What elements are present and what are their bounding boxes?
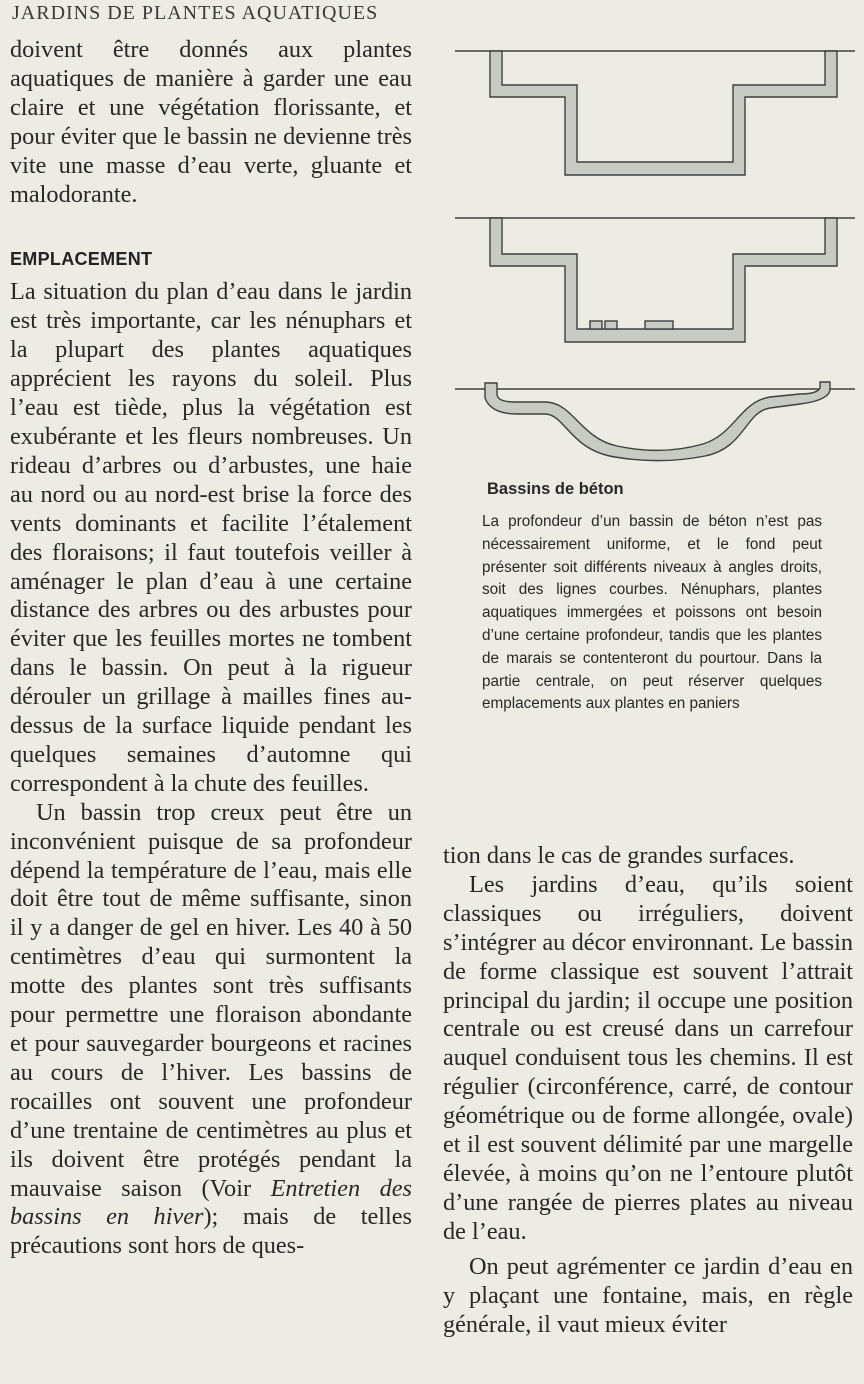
- paragraph-continuation: tion dans le cas de grandes surfaces.: [443, 842, 795, 869]
- paragraph-fountain: On peut agrémenter ce jardin d’eau en y plaçant une fontaine, mais, en règle générale, il vaut mieux éviter: [443, 1252, 853, 1338]
- right-column: [443, 842, 853, 1339]
- spacer: [10, 209, 412, 237]
- paragraph-integration: Les jardins d’eau, qu’ils soient classiques ou irréguliers, doivent s’intégrer au décor environnant. Le bassin de forme classique est souvent l’attrait principal du jardin; il occupe une position centrale ou est creusé dans un carrefour auquel conduisent tous les chemins. Il est régulier (circonférence, carré, de contour géométrique ou de forme allongée, ovale) et il est souvent délimité par une margelle élevée, à moins qu’on ne l’entoure plutôt d’une rangée de pierres plates au niveau de l’eau.: [443, 870, 853, 1245]
- paragraph-depth: [10, 799, 412, 1262]
- depth-text: Un bassin trop creux peut être un inconvénient puisque de sa profondeur dépend la température de l’eau, mais elle doit être tout de même suffisante, sinon il y a danger de gel en hiver. Les 40 à 50 centimètres d’eau qui surmontent la motte des plantes sont très suffisants pour permettre une floraison abondante et pour sauvegarder bourgeons et racines au cours de l’hiver. Les bassins de rocailles ont souvent une profondeur d’une trentaine de centimètres au plus et ils doivent être protégés pendant la mauvaise saison (Voir: [10, 798, 412, 1202]
- basin-curved-diagram: [455, 382, 855, 461]
- running-head: JARDINS DE PLANTES AQUATIQUES: [12, 2, 379, 24]
- depth-text-end: ); mais de telles précautions sont hors de ques-: [10, 1203, 412, 1260]
- figure-caption-body: La profondeur d’un bassin de béton n’est pas nécessairement uniforme, et le fond peut présenter soit différents niveaux à angles droits, soit des lignes courbes. Nénuphars, plantes aquatiques immergées et poissons ont besoin d’une certaine profondeur, tandis que les plantes de marais se contenteront du pourtour. Dans la partie centrale, on peut réserver quelques emplacements aux plantes en paniers: [482, 513, 822, 713]
- section-heading: EMPLACEMENT: [10, 249, 153, 270]
- cross-reference: Entretien des bassins en hiver: [10, 1174, 413, 1231]
- basin-baskets-diagram: [455, 218, 855, 342]
- concrete-basins-diagram: [455, 42, 855, 482]
- intro-paragraph: doivent être donnés aux plantes aquatiques de manière à garder une eau claire et une végétation florissante, et pour éviter que le bassin ne devienne très vite une masse d’eau verte, gluante et malodorante.: [10, 36, 412, 208]
- basin-stepped-diagram: [455, 51, 855, 175]
- paragraph-location: La situation du plan d’eau dans le jardin est très importante, car les nénuphars et la plupart des plantes aquatiques apprécient les rayons du soleil. Plus l’eau est tiède, plus la végétation est exubérante et les fleurs nombreuses. Un rideau d’arbres ou d’arbustes, une haie au nord ou au nord-est brise la force des vents dominants et facilite l’étalement des floraisons; il faut toutefois veiller à aménager le plan d’eau à une certaine distance des arbres ou des arbustes pour éviter que les feuilles mortes ne tombent dans le bassin. On peut à la rigueur dérouler un grillage à mailles fines au-dessus de la surface liquide pendant les quelques semaines d’automne qui correspondent à la chute des feuilles.: [10, 278, 412, 797]
- left-column: [10, 36, 412, 1261]
- figure-caption-title: Bassins de béton: [487, 480, 624, 498]
